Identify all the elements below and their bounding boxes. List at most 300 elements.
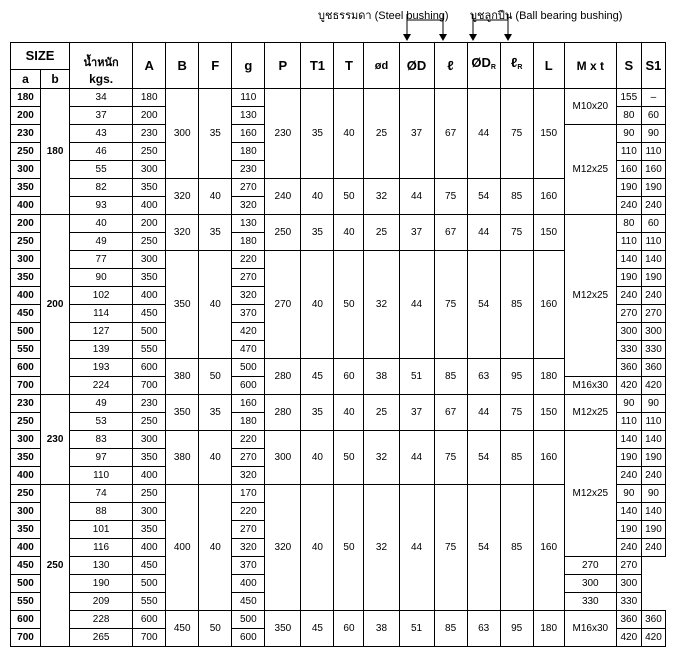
cell-S1: 330 [616, 593, 641, 611]
cell-lR: 75 [500, 215, 533, 251]
cell-A: 300 [133, 431, 166, 449]
header-F: F [199, 43, 232, 89]
cell-size-a: 450 [11, 305, 41, 323]
cell-weight: 93 [70, 197, 133, 215]
cell-size-b: 180 [41, 89, 70, 215]
cell-A: 250 [133, 143, 166, 161]
cell-mxt: M12x25 [564, 125, 616, 215]
cell-S: 110 [616, 233, 641, 251]
cell-size-a: 250 [11, 413, 41, 431]
cell-S: 190 [616, 521, 641, 539]
cell-od: 32 [364, 179, 399, 215]
cell-lR: 85 [500, 179, 533, 215]
dimension-table [10, 42, 666, 647]
cell-S: 190 [616, 179, 641, 197]
header-lR [500, 43, 533, 89]
cell-T: 50 [334, 179, 364, 215]
cell-T: 50 [334, 251, 364, 359]
cell-size-a: 550 [11, 341, 41, 359]
cell-A: 300 [133, 251, 166, 269]
cell-g: 320 [232, 539, 265, 557]
cell-mxt: M10x20 [564, 89, 616, 125]
cell-T1: 40 [301, 485, 334, 611]
cell-weight: 74 [70, 485, 133, 503]
cell-weight: 127 [70, 323, 133, 341]
header-lR-main: ℓ [510, 55, 518, 70]
cell-g: 220 [232, 503, 265, 521]
cell-S: 330 [616, 341, 641, 359]
cell-S: 270 [616, 305, 641, 323]
cell-size-b: 250 [41, 485, 70, 647]
cell-g: 170 [232, 485, 265, 503]
cell-P: 240 [265, 179, 301, 215]
header-a: a [11, 70, 41, 89]
cell-g: 270 [232, 179, 265, 197]
cell-g: 160 [232, 395, 265, 413]
cell-g: 270 [232, 449, 265, 467]
cell-T1: 35 [301, 89, 334, 179]
cell-T1: 45 [301, 611, 334, 647]
cell-g: 220 [232, 431, 265, 449]
cell-A: 250 [133, 485, 166, 503]
cell-mxt: M12x25 [564, 215, 616, 377]
cell-A: 700 [133, 629, 166, 647]
cell-weight: 110 [70, 467, 133, 485]
cell-A: 550 [133, 593, 166, 611]
cell-g: 320 [232, 287, 265, 305]
cell-S1: 140 [641, 431, 665, 449]
bushing-legend [0, 0, 674, 42]
cell-S: 190 [616, 449, 641, 467]
cell-B: 350 [166, 395, 199, 431]
cell-od: 32 [364, 251, 399, 359]
cell-od: 25 [364, 395, 399, 431]
cell-g: 230 [232, 161, 265, 179]
cell-F: 35 [199, 215, 232, 251]
cell-B: 450 [166, 611, 199, 647]
cell-S1: 240 [641, 197, 665, 215]
header-ODR-sub: R [490, 64, 496, 71]
cell-S1: 420 [641, 629, 665, 647]
header-weight-top: น้ำหนัก [70, 43, 133, 70]
cell-A: 500 [133, 575, 166, 593]
cell-L: 160 [533, 485, 564, 611]
cell-g: 320 [232, 467, 265, 485]
cell-weight: 193 [70, 359, 133, 377]
cell-size-a: 400 [11, 467, 41, 485]
table-body [11, 89, 666, 647]
cell-S: 140 [616, 431, 641, 449]
cell-F: 50 [199, 359, 232, 395]
cell-T1: 35 [301, 395, 334, 431]
cell-S: 160 [616, 161, 641, 179]
cell-T: 60 [334, 611, 364, 647]
cell-size-a: 350 [11, 521, 41, 539]
cell-A: 230 [133, 395, 166, 413]
cell-A: 700 [133, 377, 166, 395]
cell-S1: 240 [641, 539, 665, 557]
cell-weight: 53 [70, 413, 133, 431]
cell-B: 380 [166, 431, 199, 485]
cell-P: 230 [265, 89, 301, 179]
cell-ODR: 44 [467, 395, 500, 431]
cell-ODR: 63 [467, 611, 500, 647]
cell-A: 400 [133, 467, 166, 485]
cell-weight: 190 [70, 575, 133, 593]
cell-lR: 75 [500, 395, 533, 431]
cell-B: 320 [166, 179, 199, 215]
cell-OD: 37 [399, 215, 434, 251]
table-row [11, 89, 666, 107]
header-Mxt: M x t [564, 43, 616, 89]
cell-size-a: 450 [11, 557, 41, 575]
header-od: ød [364, 43, 399, 89]
cell-S: 90 [616, 485, 641, 503]
cell-A: 350 [133, 269, 166, 287]
cell-A: 500 [133, 323, 166, 341]
cell-ODR: 44 [467, 89, 500, 179]
cell-l: 67 [434, 395, 467, 431]
cell-od: 32 [364, 431, 399, 485]
cell-S1: 110 [641, 413, 665, 431]
cell-size-a: 350 [11, 449, 41, 467]
cell-g: 370 [232, 305, 265, 323]
cell-size-a: 400 [11, 539, 41, 557]
cell-l: 75 [434, 251, 467, 359]
cell-S: 90 [616, 125, 641, 143]
cell-T: 60 [334, 359, 364, 395]
cell-A: 550 [133, 341, 166, 359]
cell-lR: 85 [500, 251, 533, 359]
cell-S: 270 [564, 557, 616, 575]
cell-S: 240 [616, 539, 641, 557]
cell-mxt: M12x25 [564, 431, 616, 557]
cell-P: 280 [265, 395, 301, 431]
cell-size-a: 300 [11, 431, 41, 449]
cell-F: 40 [199, 179, 232, 215]
cell-S1: 270 [616, 557, 641, 575]
cell-T: 40 [334, 215, 364, 251]
cell-g: 320 [232, 197, 265, 215]
cell-lR: 75 [500, 89, 533, 179]
cell-ODR: 54 [467, 431, 500, 485]
cell-F: 35 [199, 89, 232, 179]
cell-P: 270 [265, 251, 301, 359]
cell-S: 90 [616, 395, 641, 413]
cell-T: 50 [334, 485, 364, 611]
cell-l: 85 [434, 611, 467, 647]
cell-size-a: 600 [11, 359, 41, 377]
cell-OD: 44 [399, 179, 434, 215]
cell-weight: 49 [70, 233, 133, 251]
cell-OD: 51 [399, 359, 434, 395]
cell-lR: 95 [500, 359, 533, 395]
cell-g: 500 [232, 611, 265, 629]
header-B: B [166, 43, 199, 89]
cell-size-a: 500 [11, 575, 41, 593]
cell-S: 420 [616, 629, 641, 647]
cell-l: 75 [434, 179, 467, 215]
cell-OD: 44 [399, 485, 434, 611]
cell-weight: 90 [70, 269, 133, 287]
cell-g: 110 [232, 89, 265, 107]
cell-S1: 240 [641, 287, 665, 305]
cell-size-b: 200 [41, 215, 70, 395]
cell-A: 250 [133, 233, 166, 251]
cell-size-a: 180 [11, 89, 41, 107]
cell-F: 40 [199, 485, 232, 611]
cell-S1: 360 [641, 359, 665, 377]
table-row [11, 431, 666, 449]
header-l: ℓ [434, 43, 467, 89]
cell-L: 150 [533, 215, 564, 251]
table-row [11, 215, 666, 233]
cell-ODR: 54 [467, 251, 500, 359]
cell-A: 180 [133, 89, 166, 107]
cell-od: 32 [364, 485, 399, 611]
header-lR-sub: R [517, 64, 523, 71]
cell-weight: 265 [70, 629, 133, 647]
cell-A: 200 [133, 107, 166, 125]
cell-weight: 224 [70, 377, 133, 395]
cell-size-a: 200 [11, 107, 41, 125]
cell-A: 250 [133, 413, 166, 431]
cell-S: 110 [616, 413, 641, 431]
cell-weight: 83 [70, 431, 133, 449]
cell-F: 40 [199, 251, 232, 359]
cell-ODR: 54 [467, 485, 500, 611]
cell-L: 150 [533, 89, 564, 179]
header-g: g [232, 43, 265, 89]
cell-l: 75 [434, 431, 467, 485]
cell-S: 110 [616, 143, 641, 161]
cell-weight: 43 [70, 125, 133, 143]
cell-g: 470 [232, 341, 265, 359]
cell-S1: 190 [641, 449, 665, 467]
cell-g: 180 [232, 413, 265, 431]
cell-weight: 37 [70, 107, 133, 125]
header-b: b [41, 70, 70, 89]
cell-S1: 240 [641, 467, 665, 485]
cell-weight: 97 [70, 449, 133, 467]
cell-weight: 209 [70, 593, 133, 611]
cell-T: 40 [334, 395, 364, 431]
ball-bushing-label: บูชลูกปืน (Ball bearing bushing) [470, 10, 623, 22]
cell-g: 160 [232, 125, 265, 143]
cell-S: 240 [616, 287, 641, 305]
cell-size-a: 550 [11, 593, 41, 611]
cell-g: 130 [232, 215, 265, 233]
cell-S1: 270 [641, 305, 665, 323]
cell-size-a: 400 [11, 287, 41, 305]
cell-size-a: 250 [11, 485, 41, 503]
cell-g: 420 [232, 323, 265, 341]
cell-size-a: 300 [11, 161, 41, 179]
cell-S1: 300 [616, 575, 641, 593]
cell-T1: 40 [301, 431, 334, 485]
cell-mxt: M12x25 [564, 395, 616, 431]
cell-P: 350 [265, 611, 301, 647]
cell-S1: 90 [641, 485, 665, 503]
cell-A: 300 [133, 503, 166, 521]
cell-A: 400 [133, 287, 166, 305]
cell-A: 400 [133, 197, 166, 215]
cell-S1: 140 [641, 251, 665, 269]
cell-g: 370 [232, 557, 265, 575]
cell-l: 85 [434, 359, 467, 395]
table-row [11, 395, 666, 413]
cell-S: 300 [564, 575, 616, 593]
cell-T: 40 [334, 89, 364, 179]
cell-weight: 46 [70, 143, 133, 161]
cell-T1: 45 [301, 359, 334, 395]
cell-size-a: 600 [11, 611, 41, 629]
cell-S1: 160 [641, 161, 665, 179]
cell-F: 40 [199, 431, 232, 485]
cell-g: 180 [232, 233, 265, 251]
cell-A: 230 [133, 125, 166, 143]
cell-S1: 330 [641, 341, 665, 359]
cell-B: 300 [166, 89, 199, 179]
cell-B: 350 [166, 251, 199, 359]
cell-size-a: 400 [11, 197, 41, 215]
cell-OD: 51 [399, 611, 434, 647]
cell-S1: 190 [641, 521, 665, 539]
cell-P: 250 [265, 215, 301, 251]
header-A: A [133, 43, 166, 89]
cell-weight: 55 [70, 161, 133, 179]
cell-A: 350 [133, 449, 166, 467]
cell-weight: 101 [70, 521, 133, 539]
cell-S1: 190 [641, 179, 665, 197]
cell-S1: 60 [641, 107, 665, 125]
cell-g: 600 [232, 377, 265, 395]
header-weight-bottom: kgs. [70, 70, 133, 89]
cell-size-a: 700 [11, 629, 41, 647]
cell-size-a: 230 [11, 395, 41, 413]
cell-A: 350 [133, 521, 166, 539]
cell-weight: 228 [70, 611, 133, 629]
header-L: L [533, 43, 564, 89]
cell-weight: 88 [70, 503, 133, 521]
cell-L: 160 [533, 251, 564, 359]
cell-P: 300 [265, 431, 301, 485]
cell-weight: 49 [70, 395, 133, 413]
header-S: S [616, 43, 641, 89]
cell-g: 130 [232, 107, 265, 125]
cell-l: 75 [434, 485, 467, 611]
cell-S1: 420 [641, 377, 665, 395]
cell-S1: 90 [641, 125, 665, 143]
header-P: P [265, 43, 301, 89]
cell-S1: 60 [641, 215, 665, 233]
cell-size-a: 250 [11, 233, 41, 251]
cell-S1: 140 [641, 503, 665, 521]
cell-A: 300 [133, 161, 166, 179]
cell-A: 350 [133, 179, 166, 197]
cell-g: 500 [232, 359, 265, 377]
header-size: SIZE [11, 43, 70, 70]
header-ODR-main: ØD [471, 55, 491, 70]
cell-S: 80 [616, 215, 641, 233]
cell-T1: 40 [301, 179, 334, 215]
cell-B: 320 [166, 215, 199, 251]
cell-l: 67 [434, 215, 467, 251]
cell-weight: 102 [70, 287, 133, 305]
header-S1: S1 [641, 43, 665, 89]
cell-mxt: M16x30 [564, 611, 616, 647]
cell-weight: 77 [70, 251, 133, 269]
cell-od: 25 [364, 215, 399, 251]
cell-g: 450 [232, 593, 265, 611]
cell-weight: 139 [70, 341, 133, 359]
cell-g: 600 [232, 629, 265, 647]
cell-ODR: 44 [467, 215, 500, 251]
cell-S: 360 [616, 359, 641, 377]
cell-mxt: M16x30 [564, 377, 616, 395]
cell-S: 360 [616, 611, 641, 629]
cell-size-a: 350 [11, 269, 41, 287]
cell-A: 400 [133, 539, 166, 557]
cell-OD: 37 [399, 395, 434, 431]
cell-P: 280 [265, 359, 301, 395]
cell-A: 600 [133, 359, 166, 377]
cell-g: 400 [232, 575, 265, 593]
cell-L: 180 [533, 611, 564, 647]
cell-g: 180 [232, 143, 265, 161]
cell-F: 35 [199, 395, 232, 431]
cell-l: 67 [434, 89, 467, 179]
cell-S: 420 [616, 377, 641, 395]
cell-L: 150 [533, 395, 564, 431]
cell-od: 38 [364, 359, 399, 395]
header-T: T [334, 43, 364, 89]
cell-lR: 85 [500, 431, 533, 485]
cell-S: 155 [616, 89, 641, 107]
cell-S1: – [641, 89, 665, 107]
cell-g: 270 [232, 269, 265, 287]
cell-S1: 110 [641, 233, 665, 251]
cell-S1: 110 [641, 143, 665, 161]
cell-S: 240 [616, 197, 641, 215]
cell-od: 25 [364, 89, 399, 179]
cell-weight: 114 [70, 305, 133, 323]
cell-A: 450 [133, 557, 166, 575]
cell-g: 270 [232, 521, 265, 539]
cell-S: 330 [564, 593, 616, 611]
cell-T: 50 [334, 431, 364, 485]
cell-S1: 190 [641, 269, 665, 287]
header-ODR [467, 43, 500, 89]
cell-S1: 300 [641, 323, 665, 341]
cell-S: 300 [616, 323, 641, 341]
cell-size-a: 200 [11, 215, 41, 233]
cell-A: 200 [133, 215, 166, 233]
cell-ODR: 63 [467, 359, 500, 395]
cell-S1: 90 [641, 395, 665, 413]
cell-T1: 35 [301, 215, 334, 251]
table-row [11, 611, 666, 629]
cell-size-a: 700 [11, 377, 41, 395]
cell-A: 600 [133, 611, 166, 629]
cell-S: 140 [616, 503, 641, 521]
cell-od: 38 [364, 611, 399, 647]
cell-T1: 40 [301, 251, 334, 359]
cell-P: 320 [265, 485, 301, 611]
cell-OD: 37 [399, 89, 434, 179]
cell-weight: 34 [70, 89, 133, 107]
cell-B: 380 [166, 359, 199, 395]
